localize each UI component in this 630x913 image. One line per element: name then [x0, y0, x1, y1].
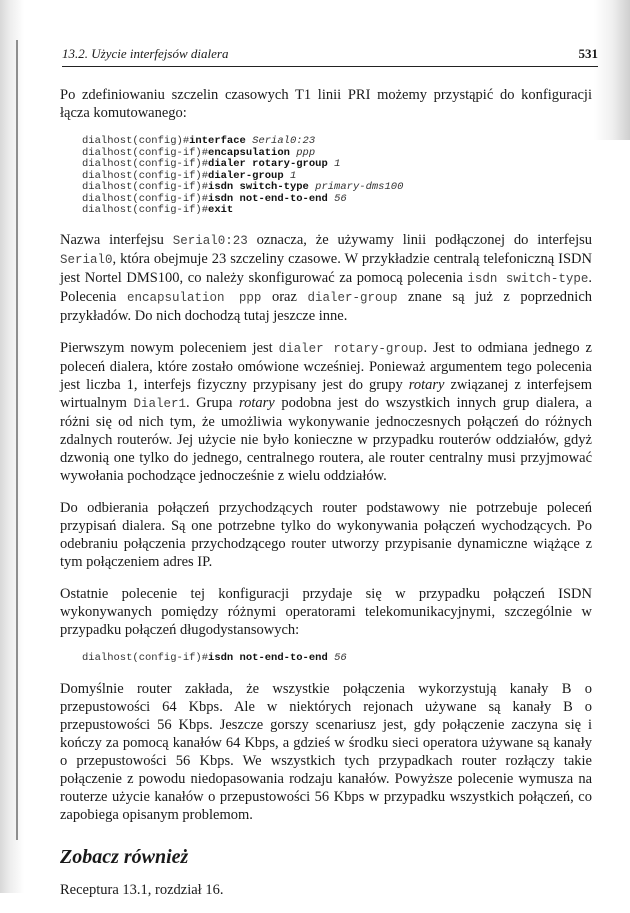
code-prompt: dialhost(config-if)# — [82, 651, 209, 664]
text-run: Nazwa interfejsu — [60, 231, 173, 248]
code-argument: 56 — [334, 651, 347, 664]
text-run: . Grupa — [185, 394, 240, 411]
section-heading: Zobacz również — [60, 846, 189, 868]
code-prompt: dialhost(config-if)# — [82, 146, 209, 159]
text-run: , która obejmuje 23 szczeliny czasowe. W przykładzie centralą telefoniczną ISDN jest Nortel DMS100, co należy skonfigurować za pomocą polecenia — [60, 250, 592, 286]
emphasis: rotary — [239, 394, 275, 411]
inline-code: isdn switch-type — [467, 271, 589, 286]
code-command: isdn switch-type — [208, 181, 316, 193]
paragraph-last-command: Ostatnie polecenie tej konfiguracji przydaje się w przypadku połączeń ISDN wykonywanych pomiędzy różnymi operatorami telekomunikacyjnymi, szczególnie w przypadku połączeń długodystansowych: — [60, 585, 592, 638]
text-run: znane są już z poprzednich przykładów. Do nich dochodzą tutaj jeszcze inne. — [60, 288, 593, 324]
code-command: isdn not-end-to-end — [208, 192, 335, 205]
code-block-not-end-to-end — [82, 653, 592, 665]
code-argument: primary-dms100 — [315, 181, 404, 193]
code-command: dialer rotary-group — [208, 158, 335, 170]
page-body — [60, 86, 592, 913]
page-binding-edge — [16, 40, 18, 840]
code-prompt: dialhost(config-if)# — [82, 204, 209, 216]
text-run: . Jest to odmiana jednego z poleceń dialera, które zostało omówione wcześniej. Ponieważ argumentem tego polecenia jest liczba 1, interfejs fizyczny przypisany jest do grupy — [60, 339, 592, 393]
emphasis: rotary — [408, 376, 445, 393]
paragraph-see-also: Receptura 13.1, rozdział 16. — [60, 882, 224, 898]
text-run: . Polecenia — [60, 269, 592, 305]
code-command: isdn not-end-to-end — [208, 651, 335, 664]
inline-code: dialer-group — [307, 290, 398, 305]
code-command: exit — [208, 204, 234, 216]
paragraph-rotary-group — [60, 339, 592, 485]
code-line — [82, 205, 592, 217]
inline-code: Serial0 — [60, 252, 113, 267]
inline-code: dialer rotary-group — [278, 341, 424, 356]
page-number: 531 — [578, 46, 598, 61]
code-prompt: dialhost(config-if)# — [82, 158, 209, 170]
page-header — [62, 46, 598, 67]
inline-code: Serial0:23 — [172, 233, 248, 248]
paragraph-interface-explanation — [60, 231, 592, 325]
inline-code: encapsulation ppp — [126, 290, 262, 305]
code-prompt: dialhost(config-if)# — [82, 181, 209, 193]
paragraph-bandwidth: Domyślnie router zakłada, że wszystkie połączenia wykorzystują kanały B o przepustowości 64 Kbps. Ale w niektórych rejonach używane są kanały B o przepustowości 56 Kbps. Jeszcze gorszy scenariusz jest, gdy połączenie zaczyna się i kończy za pomocą kanałów 64 Kbps, a gdzieś w środku sieci operatora używane są kanały o przepustowości 56 Kbps. We wszystkich tych przypadkach router rozłączy takie połączenie z powodu niedopasowania rodzaju kanałów. Powyższe polecenie wymusza na routerze użycie kanałów o przepustowości 56 Kbps w przypadku wszystkich połączeń, co zapobiega opisanym problemom. — [60, 681, 592, 823]
code-argument: 1 — [334, 158, 341, 170]
code-argument: Serial0:23 — [252, 135, 316, 147]
code-argument: ppp — [296, 146, 316, 159]
page-corner-shadow — [594, 0, 630, 140]
code-prompt: dialhost(config)# — [82, 135, 190, 147]
code-argument: 1 — [289, 169, 297, 182]
inline-code: Dialer1 — [133, 396, 186, 411]
code-prompt: dialhost(config-if)# — [82, 169, 209, 182]
code-command: interface — [189, 135, 253, 147]
code-command: encapsulation — [208, 146, 297, 159]
text-run: związanej z interfejsem wirtualnym — [60, 376, 592, 411]
text-run: podobna jest do wszystkich innych grup dialera, a różni się od nich tym, że umożliwia wykonywanie jednoczesnych połączeń do różnych zdalnych routerów. Jej użycie nie było konieczne w przypadku routerów oddziałów, gdyż dzwonią one tylko do jednego, centralnego routera, ale router centralny musi przyjmować wywołania pochodzące jednocześnie z wielu oddziałów. — [60, 394, 592, 484]
paragraph-incoming-calls: Do odbierania połączeń przychodzących router podstawowy nie potrzebuje poleceń przypisań dialera. Są one potrzebne tylko do wykonywania połączeń wychodzących. Po odebraniu połączenia przychodzącego router utworzy przypisanie dynamiczne wiążące z tym połączeniem adres IP. — [60, 499, 592, 570]
text-run: oznacza, że używamy linii podłączonej do interfejsu — [247, 231, 592, 248]
code-argument: 56 — [334, 192, 347, 205]
text-run: Pierwszym nowym poleceniem jest — [60, 339, 279, 356]
paragraph-intro: Po zdefiniowaniu szczelin czasowych T1 linii PRI możemy przystąpić do konfiguracji łącza komutowanego: — [60, 87, 592, 121]
running-title: 13.2. Użycie interfejsów dialera — [62, 46, 229, 61]
text-run: oraz — [261, 288, 308, 305]
code-block-config — [82, 136, 592, 217]
code-prompt: dialhost(config-if)# — [82, 192, 209, 205]
code-command: dialer-group — [208, 169, 290, 182]
page-spine-shadow — [0, 0, 24, 893]
